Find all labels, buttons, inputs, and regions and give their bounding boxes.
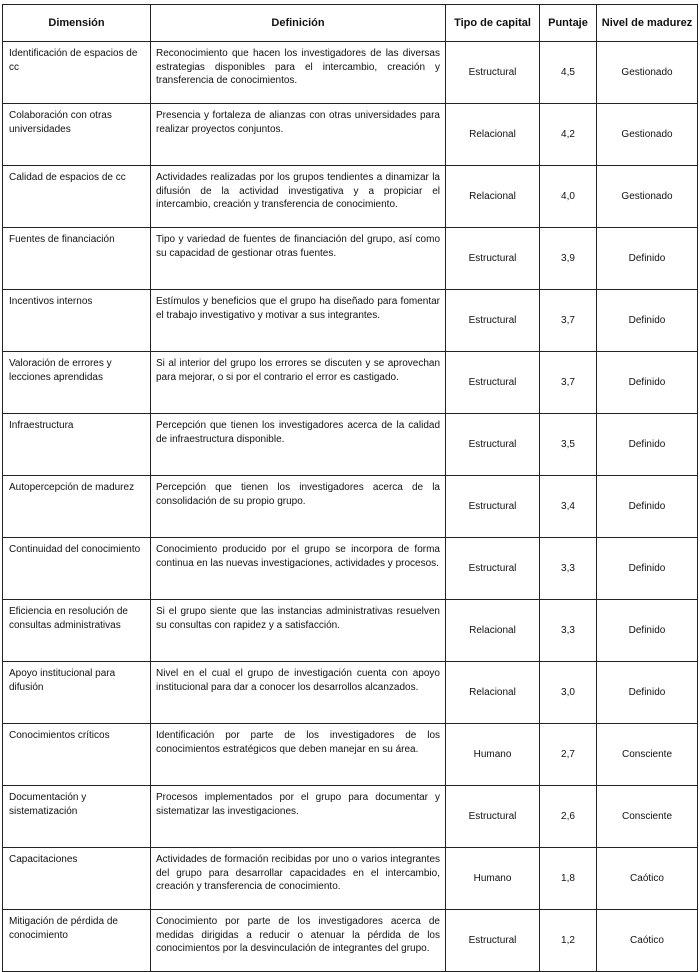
table-row (3, 104, 698, 166)
table-row (3, 352, 698, 414)
maturity-level-cell: Definido (597, 228, 698, 290)
table-row (3, 228, 698, 290)
score-cell: 2,6 (540, 786, 597, 848)
capital-type-cell: Relacional (446, 166, 540, 228)
dimension-cell: Capacitaciones (3, 848, 151, 910)
dimension-cell: Identificación de espacios de cc (3, 42, 151, 104)
capital-type-cell: Estructural (446, 228, 540, 290)
table-body (3, 42, 698, 972)
capital-type-cell: Estructural (446, 290, 540, 352)
table-row (3, 414, 698, 476)
capital-type-cell: Estructural (446, 352, 540, 414)
dimension-cell: Continuidad del conocimiento (3, 538, 151, 600)
maturity-level-cell: Gestionado (597, 104, 698, 166)
dimension-cell: Calidad de espacios de cc (3, 166, 151, 228)
dimension-cell: Autopercepción de madurez (3, 476, 151, 538)
capital-type-cell: Estructural (446, 538, 540, 600)
table-row (3, 662, 698, 724)
capital-type-cell: Estructural (446, 414, 540, 476)
maturity-level-cell: Definido (597, 600, 698, 662)
table-row (3, 910, 698, 972)
definition-cell: Tipo y variedad de fuentes de financiación del grupo, así como su capacidad de gestionar otras fuentes. (151, 228, 446, 290)
header-dimension: Dimensión (3, 5, 151, 42)
capital-type-cell: Estructural (446, 786, 540, 848)
capital-type-cell: Estructural (446, 42, 540, 104)
table-row (3, 290, 698, 352)
header-maturity-level: Nivel de madurez (597, 5, 698, 42)
definition-cell: Nivel en el cual el grupo de investigación cuenta con apoyo institucional para dar a conocer los desarrollos alcanzados. (151, 662, 446, 724)
score-cell: 1,8 (540, 848, 597, 910)
capital-type-cell: Humano (446, 848, 540, 910)
dimension-cell: Valoración de errores y lecciones aprendidas (3, 352, 151, 414)
dimension-cell: Fuentes de financiación (3, 228, 151, 290)
table-row (3, 476, 698, 538)
capital-type-cell: Estructural (446, 910, 540, 972)
maturity-level-cell: Consciente (597, 786, 698, 848)
score-cell: 3,0 (540, 662, 597, 724)
dimension-cell: Apoyo institucional para difusión (3, 662, 151, 724)
definition-cell: Procesos implementados por el grupo para documentar y sistematizar las investigaciones. (151, 786, 446, 848)
definition-cell: Conocimiento por parte de los investigadores acerca de medidas dirigidas a reducir o atenuar la pérdida de los conocimientos por la desvinculación de integrantes del grupo. (151, 910, 446, 972)
maturity-level-cell: Definido (597, 414, 698, 476)
table-row (3, 600, 698, 662)
score-cell: 4,5 (540, 42, 597, 104)
dimension-cell: Incentivos internos (3, 290, 151, 352)
dimension-cell: Conocimientos críticos (3, 724, 151, 786)
header-score: Puntaje (540, 5, 597, 42)
score-cell: 3,3 (540, 600, 597, 662)
dimension-cell: Documentación y sistematización (3, 786, 151, 848)
definition-cell: Percepción que tienen los investigadores acerca de la calidad de infraestructura disponible. (151, 414, 446, 476)
maturity-level-cell: Definido (597, 290, 698, 352)
capital-type-cell: Relacional (446, 104, 540, 166)
header-capital-type: Tipo de capital (446, 5, 540, 42)
score-cell: 2,7 (540, 724, 597, 786)
maturity-table (2, 4, 698, 972)
definition-cell: Identificación por parte de los investigadores de los conocimientos estratégicos que deben manejar en su área. (151, 724, 446, 786)
definition-cell: Presencia y fortaleza de alianzas con otras universidades para realizar proyectos conjuntos. (151, 104, 446, 166)
maturity-level-cell: Caótico (597, 848, 698, 910)
table-row (3, 724, 698, 786)
maturity-level-cell: Caótico (597, 910, 698, 972)
maturity-level-cell: Consciente (597, 724, 698, 786)
definition-cell: Si al interior del grupo los errores se discuten y se aprovechan para mejorar, o si por el contrario el error es castigado. (151, 352, 446, 414)
definition-cell: Conocimiento producido por el grupo se incorpora de forma continua en las nuevas investigaciones, actividades y procesos. (151, 538, 446, 600)
dimension-cell: Eficiencia en resolución de consultas administrativas (3, 600, 151, 662)
dimension-cell: Infraestructura (3, 414, 151, 476)
dimension-cell: Colaboración con otras universidades (3, 104, 151, 166)
table-row (3, 42, 698, 104)
maturity-level-cell: Gestionado (597, 42, 698, 104)
table-row (3, 786, 698, 848)
score-cell: 4,2 (540, 104, 597, 166)
maturity-level-cell: Gestionado (597, 166, 698, 228)
score-cell: 3,5 (540, 414, 597, 476)
table-row (3, 538, 698, 600)
dimension-cell: Mitigación de pérdida de conocimiento (3, 910, 151, 972)
score-cell: 3,3 (540, 538, 597, 600)
header-definition: Definición (151, 5, 446, 42)
definition-cell: Estímulos y beneficios que el grupo ha diseñado para fomentar el trabajo investigativo y motivar a sus integrantes. (151, 290, 446, 352)
definition-cell: Reconocimiento que hacen los investigadores de las diversas estrategias disponibles para el intercambio, creación y transferencia de conocimientos. (151, 42, 446, 104)
header-row (3, 5, 698, 42)
table-row (3, 848, 698, 910)
score-cell: 1,2 (540, 910, 597, 972)
maturity-level-cell: Definido (597, 662, 698, 724)
definition-cell: Actividades realizadas por los grupos tendientes a dinamizar la difusión de la actividad investigativa y a propiciar el intercambio, creación y transferencia de conocimiento. (151, 166, 446, 228)
maturity-level-cell: Definido (597, 538, 698, 600)
maturity-level-cell: Definido (597, 476, 698, 538)
table-row (3, 166, 698, 228)
definition-cell: Actividades de formación recibidas por uno o varios integrantes del grupo para desarrollar capacidades en el intercambio, creación y transferencia de conocimiento. (151, 848, 446, 910)
capital-type-cell: Relacional (446, 600, 540, 662)
definition-cell: Percepción que tienen los investigadores acerca de la consolidación de su propio grupo. (151, 476, 446, 538)
capital-type-cell: Estructural (446, 476, 540, 538)
score-cell: 3,7 (540, 352, 597, 414)
maturity-level-cell: Definido (597, 352, 698, 414)
capital-type-cell: Relacional (446, 662, 540, 724)
definition-cell: Si el grupo siente que las instancias administrativas resuelven su consultas con rapidez y a satisfacción. (151, 600, 446, 662)
score-cell: 3,7 (540, 290, 597, 352)
score-cell: 3,4 (540, 476, 597, 538)
score-cell: 4,0 (540, 166, 597, 228)
score-cell: 3,9 (540, 228, 597, 290)
capital-type-cell: Humano (446, 724, 540, 786)
